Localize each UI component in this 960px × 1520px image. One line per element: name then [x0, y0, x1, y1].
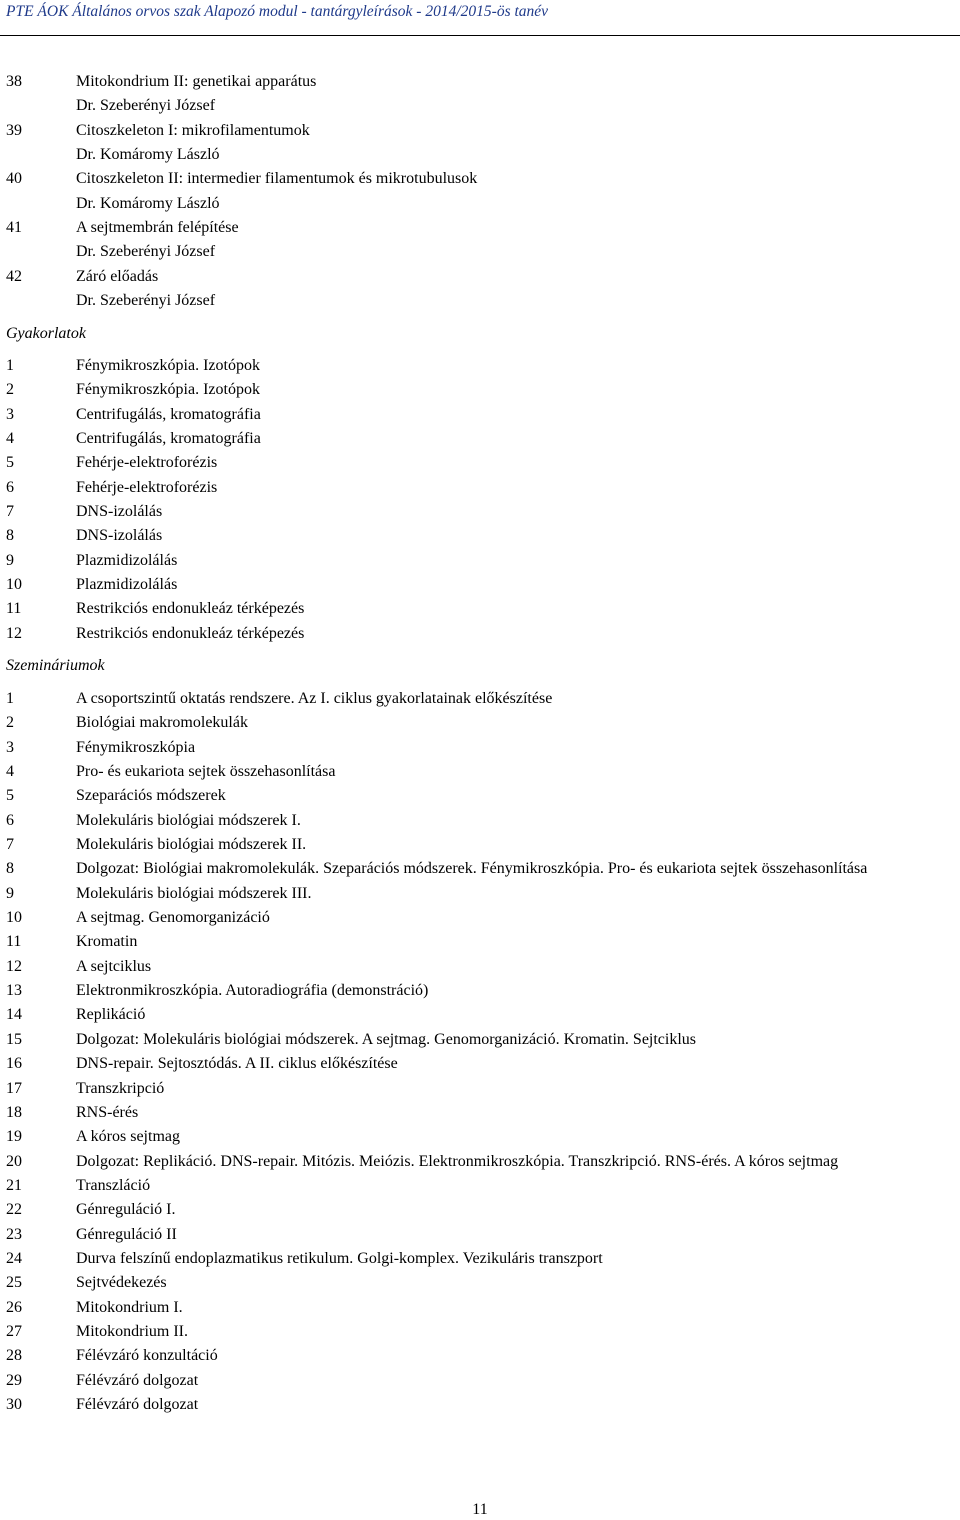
practical-item-title: DNS-izolálás — [76, 503, 163, 521]
practical-item — [0, 624, 960, 648]
lecture-author: Dr. Komáromy László — [76, 194, 220, 212]
seminar-item-number: 15 — [6, 1030, 22, 1048]
seminar-item-number: 17 — [6, 1079, 22, 1097]
practical-item — [0, 356, 960, 380]
lecture-number: 41 — [6, 219, 22, 237]
seminar-item — [0, 1103, 960, 1127]
practical-item — [0, 453, 960, 477]
practicals-heading: Gyakorlatok — [6, 325, 86, 342]
lecture-number: 38 — [6, 73, 22, 90]
lecture-title: A sejtmembrán felépítése — [76, 219, 239, 237]
lecture-item — [0, 267, 960, 316]
page-header: PTE ÁOK Általános orvos szak Alapozó modul - tantárgyleírások - 2014/2015-ös tanév — [6, 3, 549, 20]
seminar-item — [0, 1298, 960, 1322]
practical-item-number: 3 — [6, 405, 14, 423]
seminar-item-title: Szeparációs módszerek — [76, 787, 226, 805]
seminar-item-number: 19 — [6, 1128, 22, 1146]
seminar-item — [0, 1322, 960, 1346]
seminar-item-title: Fénymikroszkópia — [76, 738, 196, 756]
seminar-item-title: RNS-érés — [76, 1103, 139, 1121]
practical-item-title: Restrikciós endonukleáz térképezés — [76, 600, 305, 618]
practical-item — [0, 405, 960, 429]
practical-item-title: Fénymikroszkópia. Izotópok — [76, 381, 260, 399]
practical-item — [0, 478, 960, 502]
seminar-item — [0, 957, 960, 981]
seminar-item — [0, 786, 960, 810]
seminar-item-title: Sejtvédekezés — [76, 1274, 167, 1292]
lecture-author: Dr. Szeberényi József — [76, 243, 216, 261]
seminar-item — [0, 981, 960, 1005]
practical-item-number: 11 — [6, 600, 22, 618]
seminar-item — [0, 1346, 960, 1370]
page-number: 11 — [472, 1501, 488, 1518]
seminar-item-title: Dolgozat: Molekuláris biológiai módszerek. A sejtmag. Genomorganizáció. Kromatin. Sejtciklus — [76, 1030, 697, 1048]
seminar-item-number: 5 — [6, 787, 14, 805]
lecture-author: Dr. Komáromy László — [76, 146, 220, 164]
seminar-item-number: 23 — [6, 1225, 22, 1243]
seminars-heading: Szemináriumok — [6, 657, 105, 674]
seminar-item — [0, 1079, 960, 1103]
lecture-item — [0, 72, 960, 121]
lecture-number: 40 — [6, 170, 22, 188]
seminar-item-number: 29 — [6, 1371, 22, 1389]
seminar-item — [0, 1371, 960, 1395]
seminar-item — [0, 884, 960, 908]
seminar-item — [0, 859, 960, 883]
lecture-author: Dr. Szeberényi József — [76, 292, 216, 310]
lecture-number: 39 — [6, 121, 22, 139]
lecture-number: 42 — [6, 267, 22, 285]
practical-item-title: Plazmidizolálás — [76, 551, 178, 569]
seminar-item-title: Molekuláris biológiai módszerek II. — [76, 836, 307, 854]
seminar-item — [0, 835, 960, 859]
practical-item — [0, 551, 960, 575]
seminar-item — [0, 1225, 960, 1249]
seminar-item-number: 2 — [6, 714, 14, 732]
seminar-item-number: 9 — [6, 884, 14, 902]
practical-item — [0, 429, 960, 453]
seminar-item-number: 3 — [6, 738, 14, 756]
seminar-item — [0, 738, 960, 762]
practical-item-title: Fehérje-elektroforézis — [76, 454, 218, 472]
seminar-item — [0, 1273, 960, 1297]
seminar-item-title: Kromatin — [76, 933, 138, 951]
seminar-item — [0, 1176, 960, 1200]
seminar-item — [0, 1054, 960, 1078]
seminar-item-title: A csoportszintű oktatás rendszere. Az I. ciklus gyakorlatainak előkészítése — [76, 690, 553, 707]
seminar-item-title: Elektronmikroszkópia. Autoradiográfia (demonstráció) — [76, 982, 429, 1000]
seminar-item — [0, 1030, 960, 1054]
practical-item — [0, 502, 960, 526]
seminar-item-title: Transzkripció — [76, 1079, 165, 1097]
seminar-item-number: 18 — [6, 1103, 22, 1121]
seminar-item — [0, 811, 960, 835]
practical-item-number: 4 — [6, 430, 14, 448]
seminar-item-title: Mitokondrium II. — [76, 1322, 188, 1340]
seminar-item-title: Replikáció — [76, 1006, 146, 1024]
seminar-item-number: 24 — [6, 1249, 22, 1267]
seminar-item-title: DNS-repair. Sejtosztódás. A II. ciklus előkészítése — [76, 1055, 398, 1073]
seminar-item-number: 11 — [6, 933, 22, 951]
seminar-item-title: Molekuláris biológiai módszerek III. — [76, 884, 312, 902]
seminar-item-number: 14 — [6, 1006, 22, 1024]
practical-item-number: 10 — [6, 576, 22, 594]
seminar-item-number: 27 — [6, 1322, 22, 1340]
seminar-item-number: 16 — [6, 1055, 22, 1073]
seminar-item-number: 12 — [6, 957, 22, 975]
seminar-item — [0, 1005, 960, 1029]
seminar-item — [0, 762, 960, 786]
seminar-item-number: 4 — [6, 763, 14, 781]
lecture-item — [0, 169, 960, 218]
seminar-item-title: A kóros sejtmag — [76, 1128, 180, 1146]
seminar-item-number: 25 — [6, 1274, 22, 1292]
seminar-item — [0, 689, 960, 713]
practical-item — [0, 380, 960, 404]
seminar-item-title: Génreguláció II — [76, 1225, 177, 1243]
seminar-item-number: 7 — [6, 836, 14, 854]
seminar-item-title: Transzláció — [76, 1176, 151, 1194]
practical-item-number: 6 — [6, 478, 14, 496]
seminar-item-title: Durva felszínű endoplazmatikus retikulum. Golgi-komplex. Vezikuláris transzport — [76, 1249, 603, 1267]
seminar-item — [0, 1200, 960, 1224]
seminar-item — [0, 1127, 960, 1151]
seminar-item — [0, 713, 960, 737]
practicals-list — [0, 356, 960, 648]
practical-item — [0, 575, 960, 599]
seminar-item — [0, 932, 960, 956]
practical-item-number: 8 — [6, 527, 14, 545]
practical-item-title: Centrifugálás, kromatográfia — [76, 405, 261, 423]
practical-item-number: 5 — [6, 454, 14, 472]
seminar-item-title: Molekuláris biológiai módszerek I. — [76, 811, 301, 829]
seminar-item — [0, 908, 960, 932]
practical-item-title: Restrikciós endonukleáz térképezés — [76, 624, 305, 642]
practical-item-number: 7 — [6, 503, 14, 521]
seminar-item-title: Biológiai makromolekulák — [76, 714, 248, 732]
seminar-item-number: 6 — [6, 811, 14, 829]
seminar-item-number: 1 — [6, 690, 14, 707]
practical-item-title: Centrifugálás, kromatográfia — [76, 430, 261, 448]
seminar-item — [0, 1249, 960, 1273]
seminar-item-title: Félévzáró dolgozat — [76, 1395, 199, 1413]
seminar-item — [0, 1152, 960, 1176]
header-rule — [0, 35, 960, 36]
seminar-item-number: 30 — [6, 1395, 22, 1413]
seminar-item-number: 26 — [6, 1298, 22, 1316]
seminar-item-number: 28 — [6, 1347, 22, 1365]
seminar-item-title: Félévzáró konzultáció — [76, 1347, 218, 1365]
practical-item-number: 1 — [6, 357, 14, 374]
seminar-item-number: 10 — [6, 909, 22, 927]
practical-item — [0, 599, 960, 623]
seminar-item — [0, 1395, 960, 1419]
seminar-item-title: A sejtciklus — [76, 957, 152, 975]
practical-item — [0, 526, 960, 550]
seminar-item-title: Pro- és eukariota sejtek összehasonlítása — [76, 763, 336, 781]
seminar-item-title: Génreguláció I. — [76, 1201, 176, 1219]
lecture-title: Citoszkeleton II: intermedier filamentumok és mikrotubulusok — [76, 170, 478, 188]
lecture-list — [0, 72, 960, 315]
seminar-item-number: 8 — [6, 860, 14, 878]
seminar-item-number: 20 — [6, 1152, 22, 1170]
seminar-item-number: 22 — [6, 1201, 22, 1219]
practical-item-number: 12 — [6, 624, 22, 642]
seminar-item-title: Mitokondrium I. — [76, 1298, 183, 1316]
practical-item-title: Fénymikroszkópia. Izotópok — [76, 357, 260, 374]
seminars-list — [0, 689, 960, 1419]
seminar-item-title: Félévzáró dolgozat — [76, 1371, 199, 1389]
seminar-item-number: 21 — [6, 1176, 22, 1194]
seminar-item-title: Dolgozat: Replikáció. DNS-repair. Mitózis. Meiózis. Elektronmikroszkópia. Transzkripció. RNS-érés. A kóros sejtmag — [76, 1152, 839, 1170]
lecture-item — [0, 121, 960, 170]
seminar-item-title: A sejtmag. Genomorganizáció — [76, 909, 270, 927]
lecture-item — [0, 218, 960, 267]
lecture-title: Záró előadás — [76, 267, 159, 285]
seminar-item-title: Dolgozat: Biológiai makromolekulák. Szeparációs módszerek. Fénymikroszkópia. Pro- és eukariota sejtek összehasonlítása — [76, 860, 868, 878]
practical-item-number: 9 — [6, 551, 14, 569]
practical-item-number: 2 — [6, 381, 14, 399]
lecture-author: Dr. Szeberényi József — [76, 97, 216, 115]
practical-item-title: Fehérje-elektroforézis — [76, 478, 218, 496]
seminar-item-number: 13 — [6, 982, 22, 1000]
lecture-title: Citoszkeleton I: mikrofilamentumok — [76, 121, 310, 139]
practical-item-title: DNS-izolálás — [76, 527, 163, 545]
practical-item-title: Plazmidizolálás — [76, 576, 178, 594]
lecture-title: Mitokondrium II: genetikai apparátus — [76, 73, 317, 90]
